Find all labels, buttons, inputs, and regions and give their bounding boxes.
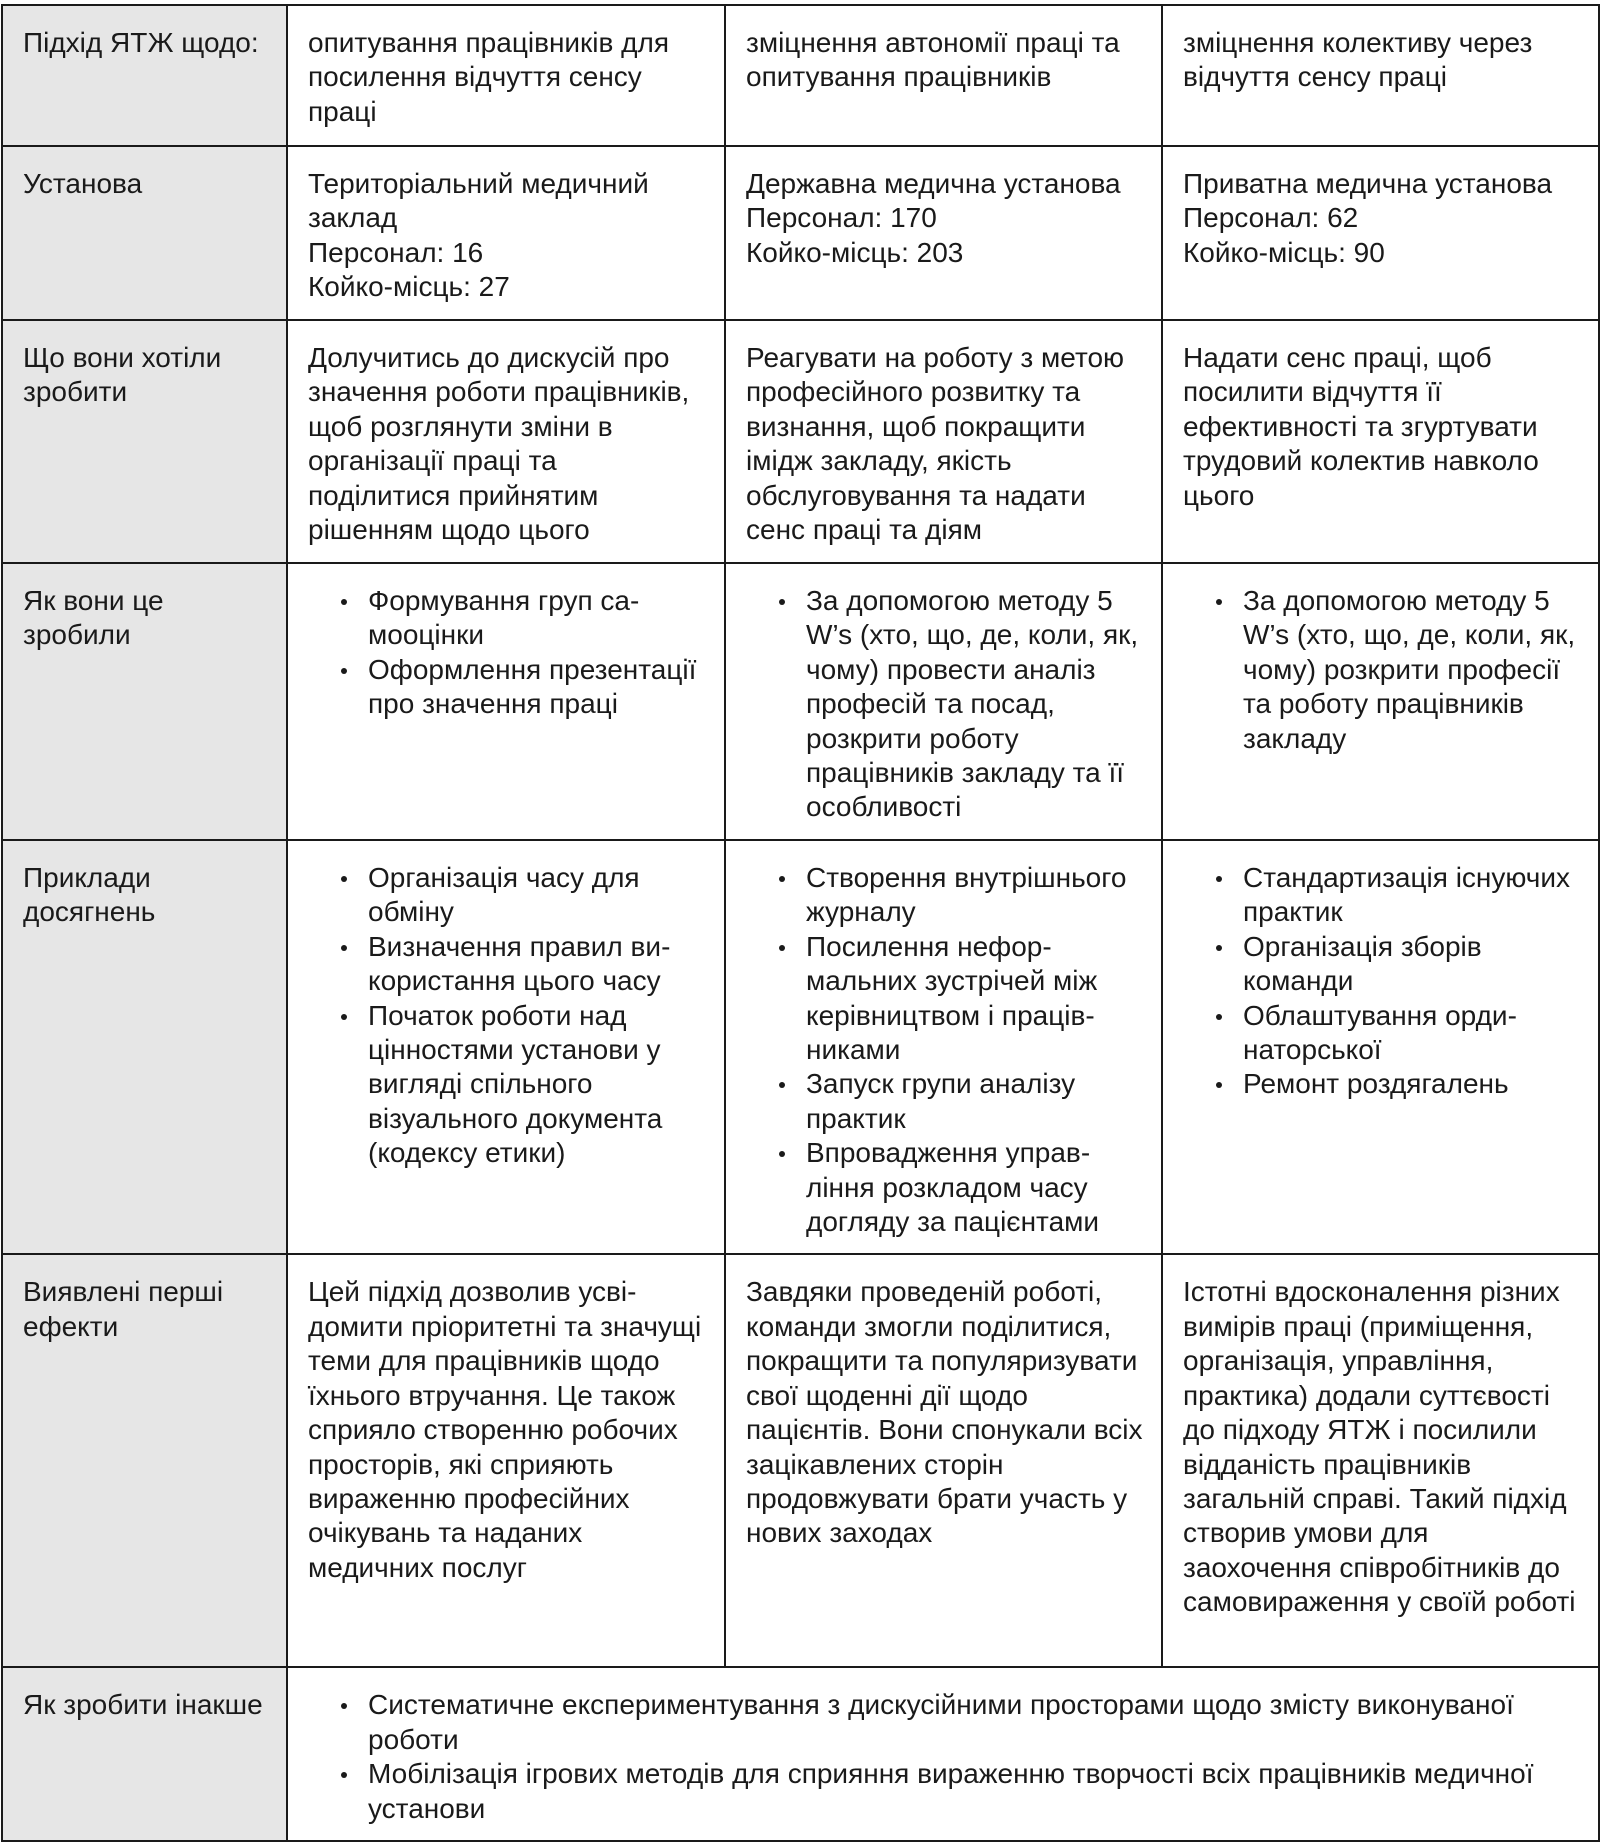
list-item: Посилення неформальних зустрічей між керівництвом і працівниками — [806, 930, 1143, 1068]
table-cell: Завдяки проведеній роботі, команди змогли поділитися, покращити та популяризувати свої щоденні дії щодо пацієнтів. Вони спонукали всіх зацікавлених сторін продовжувати брати участь у нових заходах — [725, 1254, 1162, 1667]
row-header: Підхід ЯТЖ щодо: — [2, 5, 287, 146]
table-row-effects — [2, 1254, 1599, 1667]
row-header: Як вони це зробили — [2, 563, 287, 840]
table-cell: Державна медична установа Персонал: 170 Койко-місць: 203 — [725, 146, 1162, 320]
list-item: Систематичне експериментування з дискусійними просторами щодо змісту виконуваної роботи — [368, 1688, 1580, 1757]
table-cell: зміцнення колективу через відчуття сенсу праці — [1162, 5, 1599, 146]
table-cell: Приватна медична установа Персонал: 62 Койко-місць: 90 — [1162, 146, 1599, 320]
table-cell — [1162, 840, 1599, 1254]
row-header: Виявлені перші ефекти — [2, 1254, 287, 1667]
table-cell: Долучитись до дискусій про значення роботи працівників, щоб розглянути зміни в організації праці та поділитися прийнятим рішенням щодо цього — [287, 320, 725, 563]
table-row-approach — [2, 5, 1599, 146]
table-cell — [725, 563, 1162, 840]
bullet-list — [308, 1688, 1580, 1826]
list-item: Запуск групи аналізу практик — [806, 1067, 1143, 1136]
table-cell — [287, 563, 725, 840]
table-row-methods — [2, 563, 1599, 840]
table-cell: Реагувати на роботу з метою професійного розвитку та визнання, щоб покращити імідж закладу, якість обслуговування та надати сенс праці та діям — [725, 320, 1162, 563]
table-cell — [287, 840, 725, 1254]
table-row-institution — [2, 146, 1599, 320]
bullet-list — [308, 861, 706, 1171]
table-cell: Надати сенс праці, щоб посилити відчуття її ефективності та згуртувати трудовий колектив навколо цього — [1162, 320, 1599, 563]
table-cell — [725, 840, 1162, 1254]
list-item: Створення внутрішнього журналу — [806, 861, 1143, 930]
table-row-alternatives — [2, 1667, 1599, 1841]
row-header: Що вони хотіли зробити — [2, 320, 287, 563]
bullet-list — [746, 584, 1143, 825]
table-cell: Істотні вдосконалення різних вимірів праці (приміщення, організація, управління, практика) додали суттєвості до підходу ЯТЖ і посилили відданість працівників загальній справі. Такий підхід створив умови для заохочення співробітників до самовираження у своїй роботі — [1162, 1254, 1599, 1667]
list-item: Облаштування ординаторської — [1243, 999, 1580, 1068]
table-row-goals — [2, 320, 1599, 563]
bullet-list — [308, 584, 706, 722]
row-header: Установа — [2, 146, 287, 320]
bullet-list — [1183, 584, 1580, 756]
row-header: Як зробити інакше — [2, 1667, 287, 1841]
list-item: Формування груп самооцінки — [368, 584, 706, 653]
list-item: Організація часу для обміну — [368, 861, 706, 930]
list-item: Мобілізація ігрових методів для сприяння вираженню творчості всіх працівників медичної установи — [368, 1757, 1580, 1826]
table-cell: Цей підхід дозволив усвідомити пріоритетні та значущі теми для працівників щодо їхнього втручання. Це також сприяло створенню робочих просторів, які сприяють вираженню професійних очікувань та наданих медичних послуг — [287, 1254, 725, 1667]
list-item: Організація зборів команди — [1243, 930, 1580, 999]
list-item: Початок роботи над цінностями установи у вигляді спільного візуального документа (кодексу етики) — [368, 999, 706, 1171]
table-cell: опитування працівників для посилення відчуття сенсу праці — [287, 5, 725, 146]
list-item: Впровадження управління розкладом часу догляду за пацієнтами — [806, 1136, 1143, 1239]
list-item: Стандартизація існуючих практик — [1243, 861, 1580, 930]
list-item: За допомогою методу 5 W’s (хто, що, де, коли, як, чому) провести аналіз професій та посад, розкрити роботу працівників закладу та її особливості — [806, 584, 1143, 825]
table-cell — [1162, 563, 1599, 840]
list-item: Ремонт роздягалень — [1243, 1067, 1580, 1101]
table-cell: Територіальний медичний заклад Персонал: 16 Койко-місць: 27 — [287, 146, 725, 320]
table-cell — [287, 1667, 1599, 1841]
bullet-list — [1183, 861, 1580, 1102]
list-item: Визначення правил використання цього часу — [368, 930, 706, 999]
list-item: Оформлення презентації про значення праці — [368, 653, 706, 722]
table-cell: зміцнення автономії праці та опитування працівників — [725, 5, 1162, 146]
table-row-achievements — [2, 840, 1599, 1254]
comparison-table — [1, 4, 1600, 1842]
list-item: За допомогою методу 5 W’s (хто, що, де, коли, як, чому) розкрити професії та роботу працівників закладу — [1243, 584, 1580, 756]
bullet-list — [746, 861, 1143, 1239]
row-header: Приклади досягнень — [2, 840, 287, 1254]
